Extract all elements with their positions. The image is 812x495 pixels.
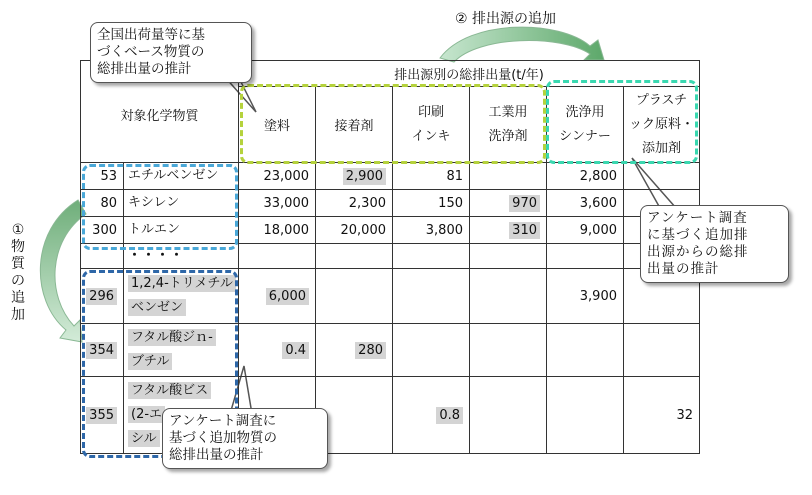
substance-add-label	[10, 222, 26, 324]
header-substance: 対象化学物質	[81, 61, 239, 163]
cell-value: 23,000	[239, 163, 316, 190]
row-substance: エチルベンゼン	[124, 163, 239, 190]
table-row	[81, 324, 700, 377]
cell-value	[470, 377, 547, 454]
table-row	[81, 163, 700, 190]
cell-value: 33,000	[239, 190, 316, 217]
row-substance: 1,2,4-トリメチル ベンゼン	[124, 269, 239, 324]
cell-value	[316, 269, 393, 324]
cell-value: 970	[470, 190, 547, 217]
source-add-label: ② 排出源の追加	[455, 11, 557, 27]
cell-value: 0.4	[239, 324, 316, 377]
row-number: 300	[81, 217, 124, 244]
cell-value	[393, 324, 470, 377]
emission-table	[80, 60, 700, 454]
row-substance: フタル酸ビス (2-エ シル	[124, 377, 239, 454]
header-main: 排出源別の総排出量(t/年)	[239, 61, 700, 87]
cell-value: 310	[470, 217, 547, 244]
cell-value	[624, 324, 700, 377]
row-substance: フタル酸ジｎ- ブチル	[124, 324, 239, 377]
column-header: 接着剤	[316, 87, 393, 163]
cell-value: 3,800	[393, 217, 470, 244]
cell-value: 0.8	[393, 377, 470, 454]
cell-value: 3,600	[547, 190, 624, 217]
ellipsis-row	[81, 244, 700, 269]
column-header: 塗料	[239, 87, 316, 163]
column-header: 工業用 洗浄剤	[470, 87, 547, 163]
cell-value	[470, 163, 547, 190]
column-header: 印刷 インキ	[393, 87, 470, 163]
row-number: 355	[81, 377, 124, 454]
column-header: 洗浄用 シンナー	[547, 87, 624, 163]
base-callout: 全国出荷量等に基 づくベース物質の 総排出量の推計	[90, 22, 252, 83]
cell-value: 3,900	[547, 269, 624, 324]
table-row	[81, 217, 700, 244]
row-number: 296	[81, 269, 124, 324]
row-substance: キシレン	[124, 190, 239, 217]
cell-value: 18,000	[239, 217, 316, 244]
row-number: 354	[81, 324, 124, 377]
cell-value: 9,000	[547, 217, 624, 244]
cell-value: 20,000	[316, 217, 393, 244]
source-add-arrow	[440, 27, 604, 62]
substance-add-text: 物質の追加	[11, 239, 25, 323]
table-row	[81, 190, 700, 217]
cell-value	[393, 269, 470, 324]
cell-value	[470, 269, 547, 324]
table-row	[81, 269, 700, 324]
cell-value	[470, 324, 547, 377]
cell-value: 81	[393, 163, 470, 190]
cell-value: 2,300	[316, 190, 393, 217]
cell-value: 280	[316, 324, 393, 377]
source-callout: アンケート調査 に基づく追加排 出源からの総排 出量の推計	[640, 205, 789, 283]
cell-value: 150	[393, 190, 470, 217]
cell-value	[547, 324, 624, 377]
cell-value: 32	[624, 377, 700, 454]
cell-value: 2,800	[547, 163, 624, 190]
cell-value	[624, 163, 700, 190]
substance-add-number: ①	[11, 222, 25, 238]
cell-value	[547, 377, 624, 454]
ellipsis: ・・・・	[124, 244, 239, 269]
row-substance: トルエン	[124, 217, 239, 244]
cell-value: 2,900	[316, 163, 393, 190]
cell-value: 6,000	[239, 269, 316, 324]
row-number: 80	[81, 190, 124, 217]
row-number: 53	[81, 163, 124, 190]
column-header: プラスチ ック原料・ 添加剤	[624, 87, 700, 163]
substance-callout: アンケート調査に 基づく追加物質の 総排出量の推計	[162, 408, 328, 469]
